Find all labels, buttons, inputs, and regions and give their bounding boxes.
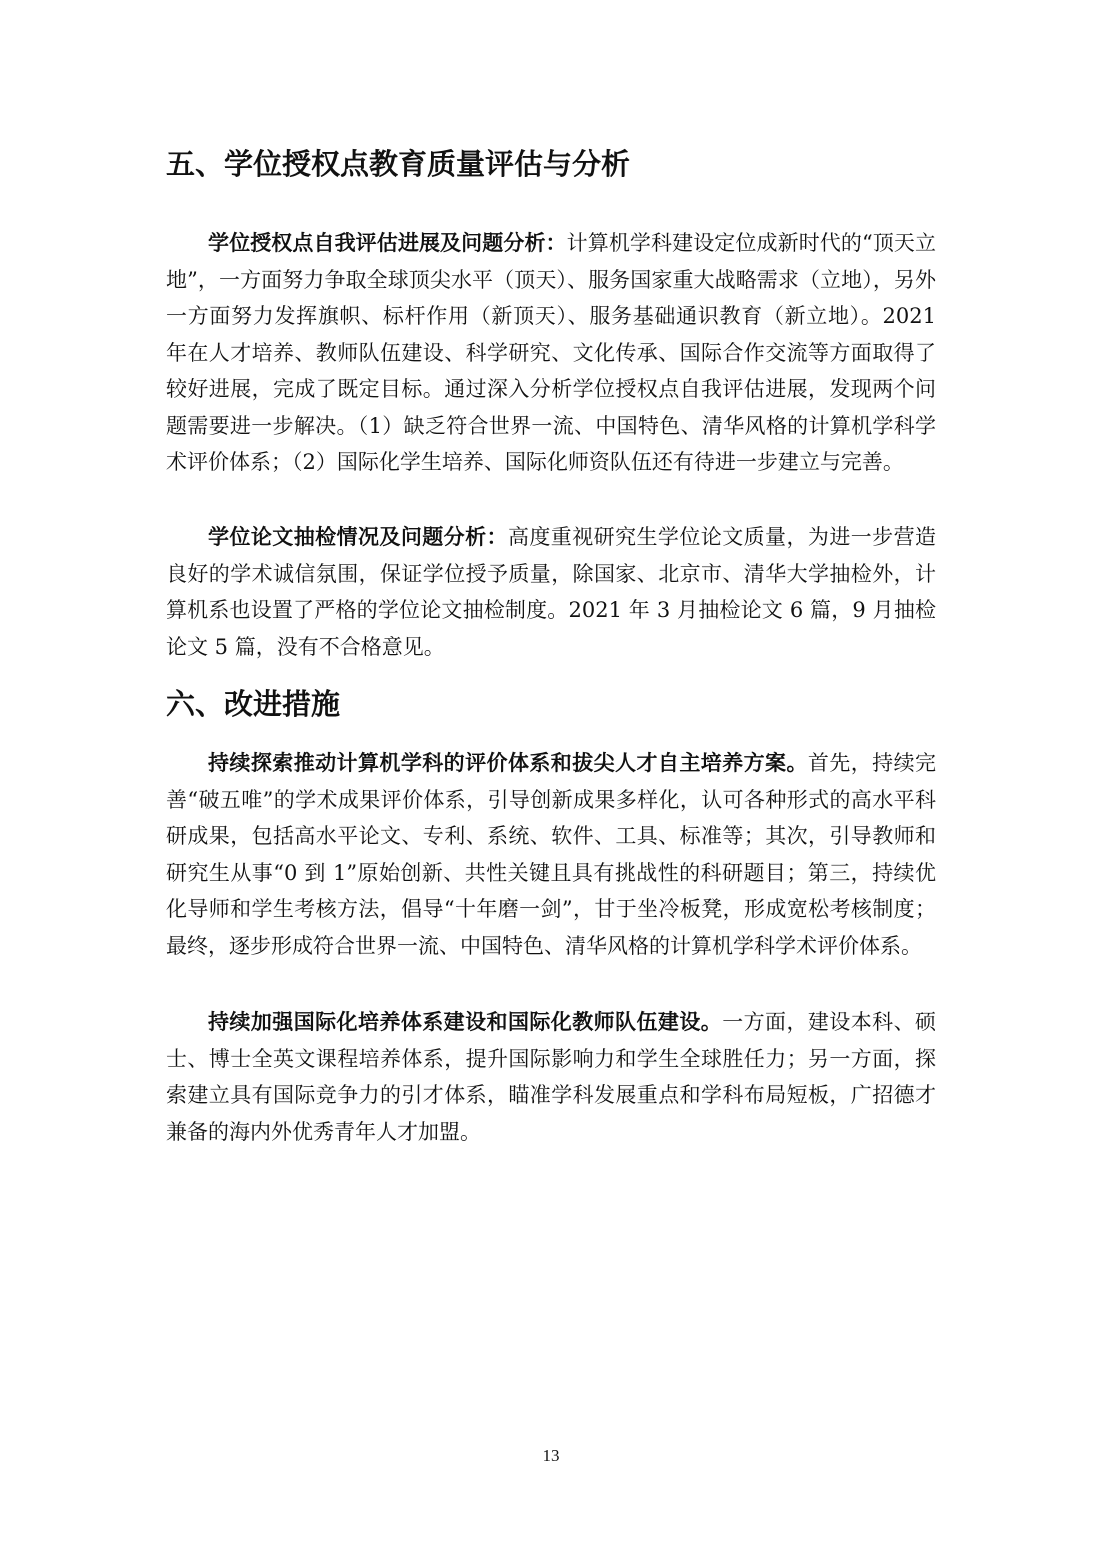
section-heading-improvement-measures: 六、改进措施 <box>166 687 341 721</box>
paragraph-body: 一方面，建设本科、硕士、博士全英文课程培养体系，提升国际影响力和学生全球胜任力；另一方面，探索建立具有国际竞争力的引才体系，瞄准学科发展重点和学科布局短板，广招德才兼备的海内外优秀青年人才加盟。 <box>166 1010 937 1144</box>
paragraph-lead: 持续探索推动计算机学科的评价体系和拔尖人才自主培养方案。 <box>208 751 808 775</box>
paragraph-body: 首先，持续完善“破五唯”的学术成果评价体系，引导创新成果多样化，认可各种形式的高水平科研成果，包括高水平论文、专利、系统、软件、工具、标准等；其次，引导教师和研究生从事“0 到 1”原始创新、共性关键且具有挑战性的科研题目；第三，持续优化导师和学生考核方法，倡导“十年磨一剑”，甘于坐冷板凳，形成宽松考核制度；最终，逐步形成符合世界一流、中国特色、清华风格的计算机学科学术评价体系。 <box>166 751 937 958</box>
section-heading-quality-assessment: 五、学位授权点教育质量评估与分析 <box>166 147 631 181</box>
paragraph-internationalization <box>166 1004 936 1150</box>
paragraph-self-assessment <box>166 225 936 481</box>
paragraph-lead: 持续加强国际化培养体系建设和国际化教师队伍建设。 <box>208 1010 723 1034</box>
paragraph-evaluation-system <box>166 745 936 964</box>
page-number: 13 <box>542 1446 560 1465</box>
paragraph-lead: 学位论文抽检情况及问题分析： <box>208 525 508 549</box>
paragraph-thesis-inspection <box>166 519 936 665</box>
paragraph-body: 高度重视研究生学位论文质量，为进一步营造良好的学术诚信氛围，保证学位授予质量，除国家、北京市、清华大学抽检外，计算机系也设置了严格的学位论文抽检制度。2021 年 3 月抽检论文 6 篇，9 月抽检论文 5 篇，没有不合格意见。 <box>166 525 937 659</box>
paragraph-body: 计算机学科建设定位成新时代的“顶天立地”，一方面努力争取全球顶尖水平（顶天）、服务国家重大战略需求（立地），另外一方面努力发挥旗帜、标杆作用（新顶天）、服务基础通识教育（新立地）。2021 年在人才培养、教师队伍建设、科学研究、文化传承、国际合作交流等方面取得了较好进展，完成了既定目标。通过深入分析学位授权点自我评估进展，发现两个问题需要进一步解决。（1）缺乏符合世界一流、中国特色、清华风格的计算机学科学术评价体系；（2）国际化学生培养、国际化师资队伍还有待进一步建立与完善。 <box>166 231 937 474</box>
paragraph-lead: 学位授权点自我评估进展及问题分析： <box>208 231 567 255</box>
